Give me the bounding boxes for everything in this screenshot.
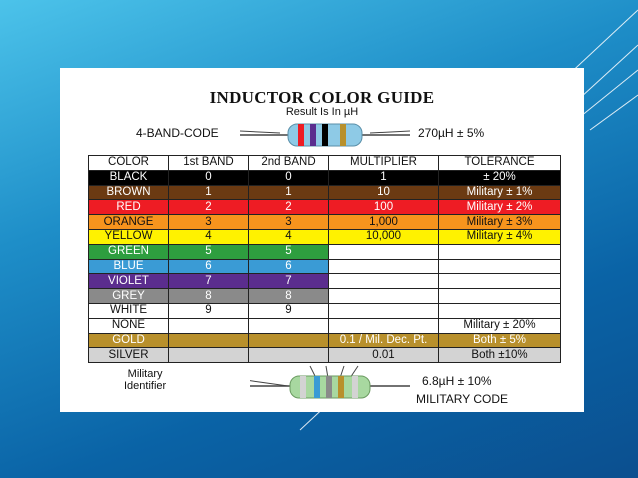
cell-second-band: 7 xyxy=(249,274,329,289)
cell-color: GREEN xyxy=(89,244,169,259)
cell-tolerance xyxy=(439,303,561,318)
cell-multiplier: 10,000 xyxy=(329,229,439,244)
cell-multiplier: 1 xyxy=(329,170,439,185)
military-code-label: MILITARY CODE xyxy=(416,392,509,406)
table-row xyxy=(89,170,561,185)
cell-multiplier xyxy=(329,259,439,274)
header-color: COLOR xyxy=(89,156,169,171)
cell-first-band: 8 xyxy=(169,289,249,304)
table-row xyxy=(89,200,561,215)
cell-second-band: 1 xyxy=(249,185,329,200)
cell-color: GREY xyxy=(89,289,169,304)
cell-tolerance xyxy=(439,274,561,289)
cell-color: YELLOW xyxy=(89,229,169,244)
cell-color: GOLD xyxy=(89,333,169,348)
cell-first-band: 5 xyxy=(169,244,249,259)
cell-first-band: 4 xyxy=(169,229,249,244)
cell-second-band: 6 xyxy=(249,259,329,274)
table-row xyxy=(89,333,561,348)
table-row xyxy=(89,348,561,363)
table-row xyxy=(89,259,561,274)
table-row xyxy=(89,229,561,244)
cell-second-band: 8 xyxy=(249,289,329,304)
military-identifier-label xyxy=(124,368,166,392)
table-row xyxy=(89,318,561,333)
cell-color: BLACK xyxy=(89,170,169,185)
military-label-line2: Identifier xyxy=(124,380,167,392)
header-first-band: 1st BAND xyxy=(169,156,249,171)
cell-tolerance xyxy=(439,259,561,274)
cell-tolerance: Both ± 5% xyxy=(439,333,561,348)
cell-multiplier: 1,000 xyxy=(329,215,439,230)
table-row xyxy=(89,303,561,318)
header-tolerance: TOLERANCE xyxy=(439,156,561,171)
cell-tolerance: Both ±10% xyxy=(439,348,561,363)
cell-second-band xyxy=(249,318,329,333)
cell-color: VIOLET xyxy=(89,274,169,289)
inductor-color-table xyxy=(88,155,561,363)
table-row xyxy=(89,274,561,289)
table-row xyxy=(89,185,561,200)
four-band-code-label: 4-BAND-CODE xyxy=(136,126,219,140)
cell-multiplier xyxy=(329,318,439,333)
cell-first-band: 1 xyxy=(169,185,249,200)
cell-multiplier: 0.01 xyxy=(329,348,439,363)
cell-second-band xyxy=(249,333,329,348)
cell-color: RED xyxy=(89,200,169,215)
cell-second-band: 0 xyxy=(249,170,329,185)
cell-first-band xyxy=(169,318,249,333)
military-inductor-icon xyxy=(250,364,410,404)
guide-title: INDUCTOR COLOR GUIDE xyxy=(209,88,435,107)
cell-second-band xyxy=(249,348,329,363)
military-code-value: 6.8µH ± 10% xyxy=(422,374,492,388)
cell-multiplier: 100 xyxy=(329,200,439,215)
cell-tolerance: Military ± 2% xyxy=(439,200,561,215)
cell-multiplier: 0.1 / Mil. Dec. Pt. xyxy=(329,333,439,348)
cell-first-band: 9 xyxy=(169,303,249,318)
four-band-inductor-icon xyxy=(240,120,410,150)
cell-tolerance: Military ± 20% xyxy=(439,318,561,333)
cell-color: BLUE xyxy=(89,259,169,274)
table-header-row xyxy=(89,156,561,171)
table-row xyxy=(89,289,561,304)
header-second-band: 2nd BAND xyxy=(249,156,329,171)
cell-tolerance: ± 20% xyxy=(439,170,561,185)
cell-tolerance: Military ± 4% xyxy=(439,229,561,244)
cell-tolerance xyxy=(439,289,561,304)
cell-first-band: 3 xyxy=(169,215,249,230)
cell-first-band: 2 xyxy=(169,200,249,215)
cell-tolerance xyxy=(439,244,561,259)
cell-multiplier: 10 xyxy=(329,185,439,200)
cell-second-band: 2 xyxy=(249,200,329,215)
cell-color: ORANGE xyxy=(89,215,169,230)
guide-subtitle: Result Is In µH xyxy=(285,106,359,118)
cell-multiplier xyxy=(329,289,439,304)
table-row xyxy=(89,215,561,230)
header-multiplier: MULTIPLIER xyxy=(329,156,439,171)
cell-second-band: 5 xyxy=(249,244,329,259)
table-body xyxy=(89,170,561,362)
table-row xyxy=(89,244,561,259)
cell-tolerance: Military ± 3% xyxy=(439,215,561,230)
cell-color: WHITE xyxy=(89,303,169,318)
cell-multiplier xyxy=(329,274,439,289)
cell-color: NONE xyxy=(89,318,169,333)
cell-multiplier xyxy=(329,303,439,318)
cell-color: BROWN xyxy=(89,185,169,200)
cell-first-band: 0 xyxy=(169,170,249,185)
cell-second-band: 9 xyxy=(249,303,329,318)
inductor-guide-card xyxy=(60,68,584,412)
cell-multiplier xyxy=(329,244,439,259)
cell-first-band xyxy=(169,348,249,363)
cell-tolerance: Military ± 1% xyxy=(439,185,561,200)
cell-first-band: 6 xyxy=(169,259,249,274)
four-band-code-value: 270µH ± 5% xyxy=(418,126,485,140)
cell-second-band: 3 xyxy=(249,215,329,230)
cell-color: SILVER xyxy=(89,348,169,363)
military-label-line1: Military xyxy=(127,368,163,380)
cell-second-band: 4 xyxy=(249,229,329,244)
cell-first-band xyxy=(169,333,249,348)
cell-first-band: 7 xyxy=(169,274,249,289)
